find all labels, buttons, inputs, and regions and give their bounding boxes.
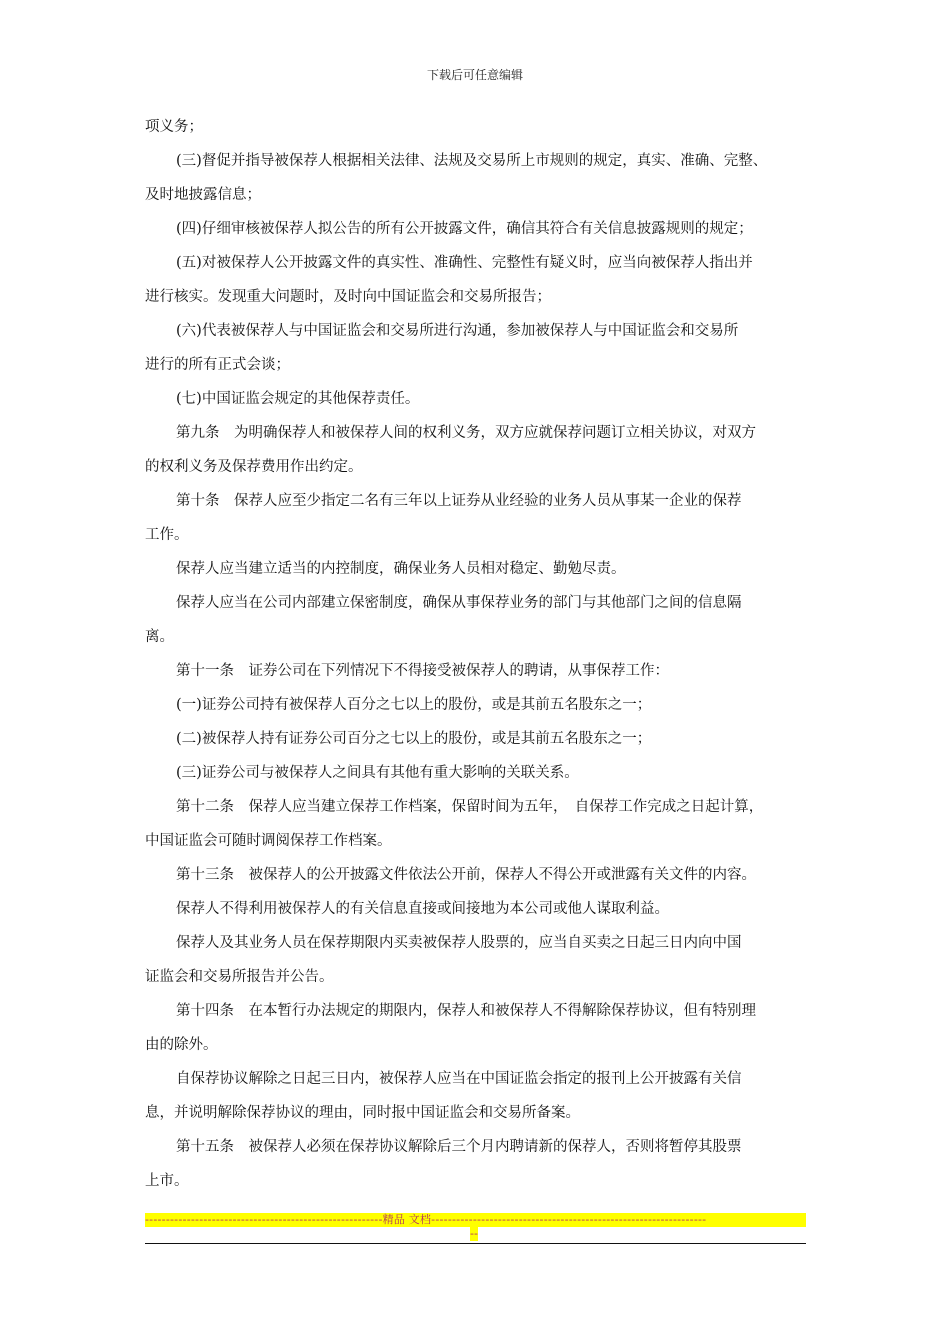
text-line: (二)被保荐人持有证券公司百分之七以上的股份，或是其前五名股东之一；: [176, 731, 652, 747]
text-line: 的权利义务及保荐费用作出约定。: [145, 459, 363, 475]
footer-rule: [145, 1243, 806, 1244]
text-line: 第九条 为明确保荐人和被保荐人间的权利义务，双方应就保荐问题订立相关协议，对双方: [176, 425, 756, 441]
page-header: 下载后可任意编辑: [426, 68, 523, 82]
footer-label: 精品 文档: [382, 1213, 432, 1226]
text-line: 项义务；: [145, 119, 203, 135]
text-line: 保荐人应当在公司内部建立保密制度，确保从事保荐业务的部门与其他部门之间的信息隔: [176, 595, 742, 611]
text-line: 第十五条 被保荐人必须在保荐协议解除后三个月内聘请新的保荐人，否则将暂停其股票: [176, 1139, 742, 1155]
text-line: 工作。: [145, 527, 189, 543]
text-line: 自保荐协议解除之日起三日内，被保荐人应当在中国证监会指定的报刊上公开披露有关信: [176, 1071, 742, 1087]
text-line: 由的除外。: [145, 1037, 218, 1053]
text-line: 保荐人不得利用被保荐人的有关信息直接或间接地为本公司或他人谋取利益。: [176, 901, 669, 917]
text-line: 第十四条 在本暂行办法规定的期限内，保荐人和被保荐人不得解除保荐协议，但有特别理: [176, 1003, 756, 1019]
footer-dashes-tail: --: [470, 1227, 478, 1240]
text-line: 第十二条 保荐人应当建立保荐工作档案，保留时间为五年， 自保荐工作完成之日起计算，: [176, 799, 764, 815]
text-line: (三)证券公司与被保荐人之间具有其他有重大影响的关联关系。: [176, 765, 579, 781]
text-line: 进行的所有正式会谈；: [145, 357, 290, 373]
text-line: 保荐人及其业务人员在保荐期限内买卖被保荐人股票的，应当自买卖之日起三日内向中国: [176, 935, 742, 951]
text-line: 中国证监会可随时调阅保荐工作档案。: [145, 833, 392, 849]
text-line: 第十条 保荐人应至少指定二名有三年以上证券从业经验的业务人员从事某一企业的保荐: [176, 493, 742, 509]
footer-dashes-right: ------------------------------------------------------------------: [431, 1213, 707, 1226]
text-line: 保荐人应当建立适当的内控制度，确保业务人员相对稳定、勤勉尽责。: [176, 561, 626, 577]
text-line: (七)中国证监会规定的其他保荐责任。: [176, 391, 420, 407]
text-line: 及时地披露信息；: [145, 187, 261, 203]
text-line: (六)代表被保荐人与中国证监会和交易所进行沟通，参加被保荐人与中国证监会和交易所: [176, 323, 739, 339]
text-line: (三)督促并指导被保荐人根据相关法律、法规及交易所上市规则的规定，真实、准确、完整、: [176, 153, 768, 169]
text-line: 证监会和交易所报告并公告。: [145, 969, 334, 985]
page-footer: [145, 1213, 806, 1241]
text-line: 第十三条 被保荐人的公开披露文件依法公开前，保荐人不得公开或泄露有关文件的内容。: [176, 867, 756, 883]
text-line: (四)仔细审核被保荐人拟公告的所有公开披露文件，确信其符合有关信息披露规则的规定；: [176, 221, 753, 237]
text-line: 第十一条 证券公司在下列情况下不得接受被保荐人的聘请，从事保荐工作：: [176, 663, 669, 679]
text-line: 离。: [145, 629, 174, 645]
text-line: 上市。: [145, 1173, 189, 1189]
footer-banner: [145, 1213, 806, 1227]
text-line: 进行核实。发现重大问题时，及时向中国证监会和交易所报告；: [145, 289, 551, 305]
text-line: (一)证券公司持有被保荐人百分之七以上的股份，或是其前五名股东之一；: [176, 697, 652, 713]
footer-dashes-left: ---------------------------------------------------------: [145, 1213, 383, 1226]
text-line: 息，并说明解除保荐协议的理由，同时报中国证监会和交易所备案。: [145, 1105, 580, 1121]
text-line: (五)对被保荐人公开披露文件的真实性、准确性、完整性有疑义时，应当向被保荐人指出并: [176, 255, 753, 271]
document-body: [145, 112, 810, 1200]
